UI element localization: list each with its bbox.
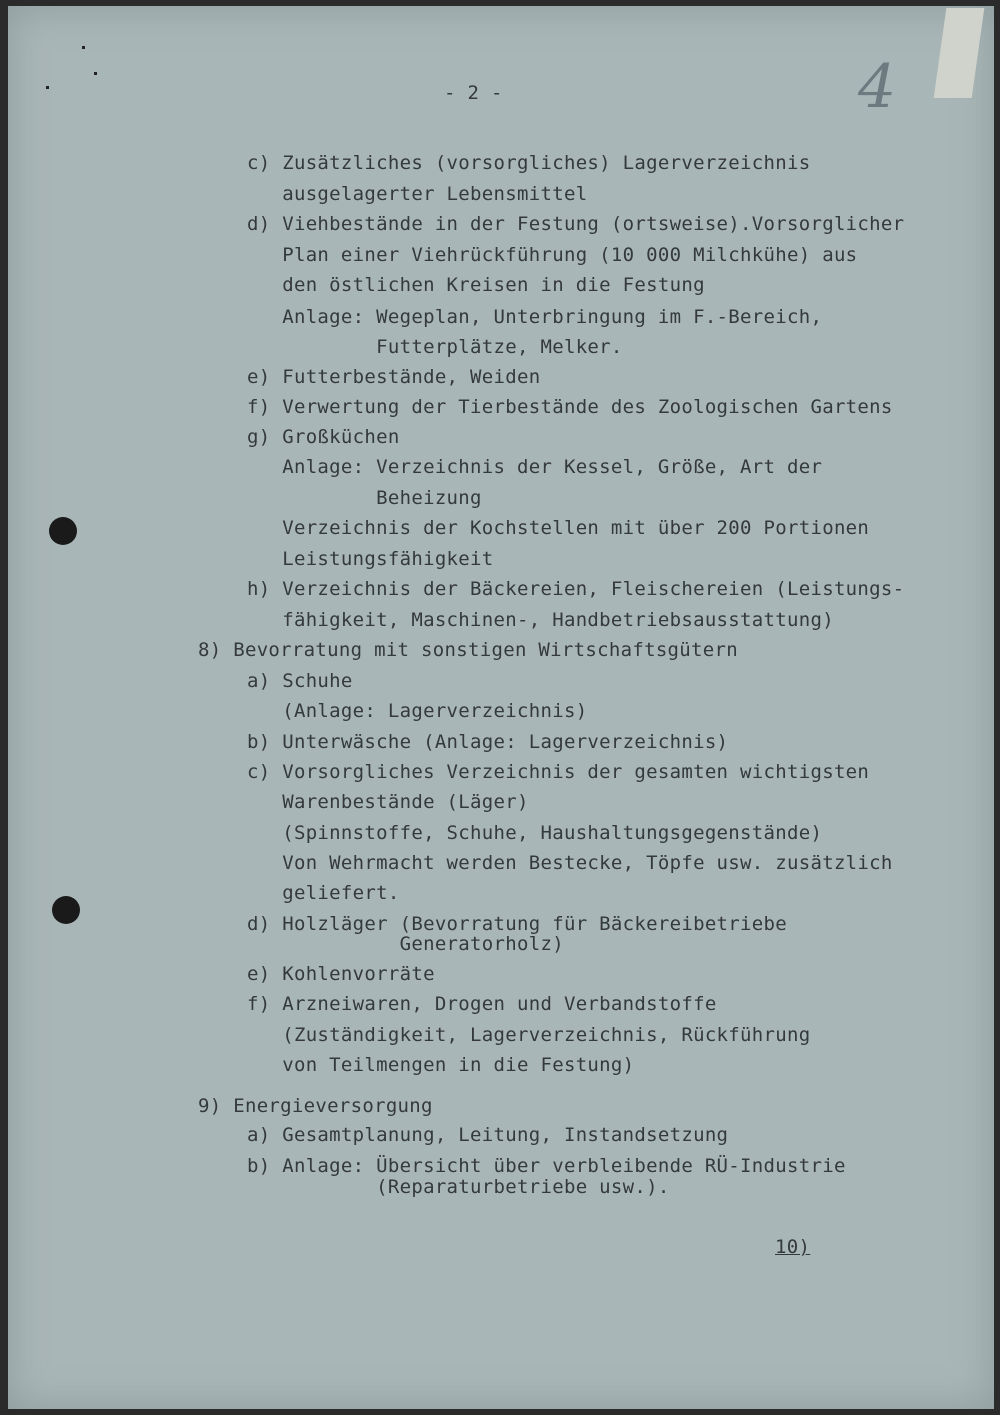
text-line: (Zuständigkeit, Lagerverzeichnis, Rückführung bbox=[247, 1024, 811, 1046]
text-line: Anlage: Wegeplan, Unterbringung im F.-Bereich, bbox=[247, 306, 823, 328]
text-line: Verzeichnis der Kochstellen mit über 200 Portionen bbox=[247, 517, 870, 539]
text-line: ausgelagerter Lebensmittel bbox=[247, 183, 588, 205]
ink-speck bbox=[46, 86, 49, 89]
text-line: a) Gesamtplanung, Leitung, Instandsetzung bbox=[247, 1124, 729, 1146]
text-line: Beheizung bbox=[247, 487, 482, 509]
text-line: f) Arzneiwaren, Drogen und Verbandstoffe bbox=[247, 993, 717, 1015]
text-line: Generatorholz) bbox=[247, 933, 564, 955]
section-heading: 9) Energieversorgung bbox=[198, 1095, 433, 1117]
pencil-annotation: 4 bbox=[858, 52, 897, 122]
punch-hole bbox=[52, 896, 80, 924]
text-line: e) Kohlenvorräte bbox=[247, 963, 435, 985]
next-page-marker: 10) bbox=[775, 1236, 811, 1258]
text-line: b) Unterwäsche (Anlage: Lagerverzeichnis) bbox=[247, 731, 729, 753]
page-number: - 2 - bbox=[444, 82, 503, 104]
text-line: Futterplätze, Melker. bbox=[247, 336, 623, 358]
text-line: c) Zusätzliches (vorsorgliches) Lagerverzeichnis bbox=[247, 152, 811, 174]
text-line: g) Großküchen bbox=[247, 426, 400, 448]
text-line: Plan einer Viehrückführung (10 000 Milchkühe) aus bbox=[247, 244, 858, 266]
text-line: von Teilmengen in die Festung) bbox=[247, 1054, 635, 1076]
text-line: Leistungsfähigkeit bbox=[247, 548, 494, 570]
punch-hole bbox=[49, 517, 77, 545]
text-line: Anlage: Verzeichnis der Kessel, Größe, Art der bbox=[247, 456, 823, 478]
text-line: e) Futterbestände, Weiden bbox=[247, 366, 541, 388]
text-line: d) Holzläger (Bevorratung für Bäckereibetriebe bbox=[247, 913, 787, 935]
text-line: a) Schuhe bbox=[247, 670, 353, 692]
section-heading: 8) Bevorratung mit sonstigen Wirtschaftsgütern bbox=[198, 639, 738, 661]
text-line: fähigkeit, Maschinen-, Handbetriebsausstattung) bbox=[247, 609, 834, 631]
text-line: Von Wehrmacht werden Bestecke, Töpfe usw. zusätzlich bbox=[247, 852, 893, 874]
text-line: Warenbestände (Läger) bbox=[247, 791, 529, 813]
text-line: d) Viehbestände in der Festung (ortsweise).Vorsorglicher bbox=[247, 213, 905, 235]
text-line: (Reparaturbetriebe usw.). bbox=[247, 1176, 670, 1198]
text-line: (Spinnstoffe, Schuhe, Haushaltungsgegenstände) bbox=[247, 822, 823, 844]
text-line: b) Anlage: Übersicht über verbleibende RÜ-Industrie bbox=[247, 1155, 846, 1177]
ink-speck bbox=[82, 46, 85, 49]
text-line: c) Vorsorgliches Verzeichnis der gesamten wichtigsten bbox=[247, 761, 870, 783]
text-line: h) Verzeichnis der Bäckereien, Fleischereien (Leistungs- bbox=[247, 578, 905, 600]
text-line: geliefert. bbox=[247, 882, 400, 904]
text-line: den östlichen Kreisen in die Festung bbox=[247, 274, 705, 296]
ink-speck bbox=[94, 72, 97, 75]
text-line: (Anlage: Lagerverzeichnis) bbox=[247, 700, 588, 722]
text-line: f) Verwertung der Tierbestände des Zoologischen Gartens bbox=[247, 396, 893, 418]
